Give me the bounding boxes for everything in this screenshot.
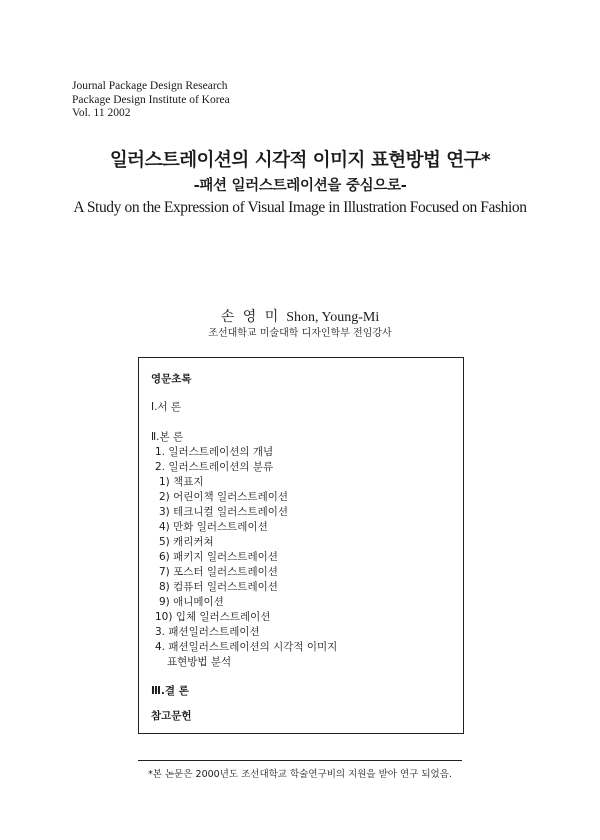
toc-item-1: 1. 일러스트레이션의 개념 [155, 446, 274, 458]
toc-subitem: 6) 패키지 일러스트레이션 [159, 551, 278, 563]
toc-item-4: 4. 패션일러스트레이션의 시각적 이미지 [155, 641, 338, 653]
toc-references: 참고문헌 [151, 710, 192, 722]
author-name-english: Shon, Young-Mi [286, 310, 380, 325]
toc-subitem: 2) 어린이책 일러스트레이션 [159, 491, 289, 503]
toc-subitem: 9) 애니메이션 [159, 596, 224, 608]
journal-name: Journal Package Design Research [72, 80, 228, 92]
toc-subitem: 7) 포스터 일러스트레이션 [159, 566, 278, 578]
author-affiliation: 조선대학교 미술대학 디자인학부 전임강사 [208, 328, 392, 339]
toc-item-2: 2. 일러스트레이션의 분류 [155, 461, 274, 473]
paper-subtitle-korean: -패션 일러스트레이션을 중심으로- [193, 178, 407, 194]
toc-abstract: 영문초록 [151, 373, 192, 385]
author [0, 306, 600, 326]
toc-subitem: 3) 테크니컬 일러스트레이션 [159, 506, 289, 518]
toc-introduction: Ⅰ.서 론 [151, 401, 182, 413]
toc-conclusion: Ⅲ.결 론 [151, 685, 189, 697]
toc-body: Ⅱ.본 론 [151, 431, 184, 443]
toc-subitem: 4) 만화 일러스트레이션 [159, 521, 268, 533]
footnote: *본 논문은 2000년도 조선대학교 학술연구비의 지원을 받아 연구 되었음. [148, 769, 452, 780]
paper-title-english: A Study on the Expression of Visual Image in Illustration Focused on Fashion [73, 199, 527, 216]
toc-subitem: 10) 입체 일러스트레이션 [155, 611, 271, 623]
toc-subitem: 8) 컴퓨터 일러스트레이션 [159, 581, 278, 593]
paper-title-korean: 일러스트레이션의 시각적 이미지 표현방법 연구* [109, 150, 491, 171]
table-of-contents [138, 357, 464, 734]
journal-info [72, 80, 230, 121]
journal-volume: Vol. 11 2002 [72, 107, 131, 119]
toc-subitem: 5) 캐리커쳐 [159, 536, 214, 548]
toc-item-3: 3. 패션일러스트레이션 [155, 626, 260, 638]
toc-item-4-continued: 표현방법 분석 [167, 656, 232, 668]
toc-subitem: 1) 책표지 [159, 476, 204, 488]
journal-publisher: Package Design Institute of Korea [72, 93, 230, 106]
author-name-korean: 손 영 미 [220, 309, 281, 325]
footnote-divider [138, 760, 462, 761]
